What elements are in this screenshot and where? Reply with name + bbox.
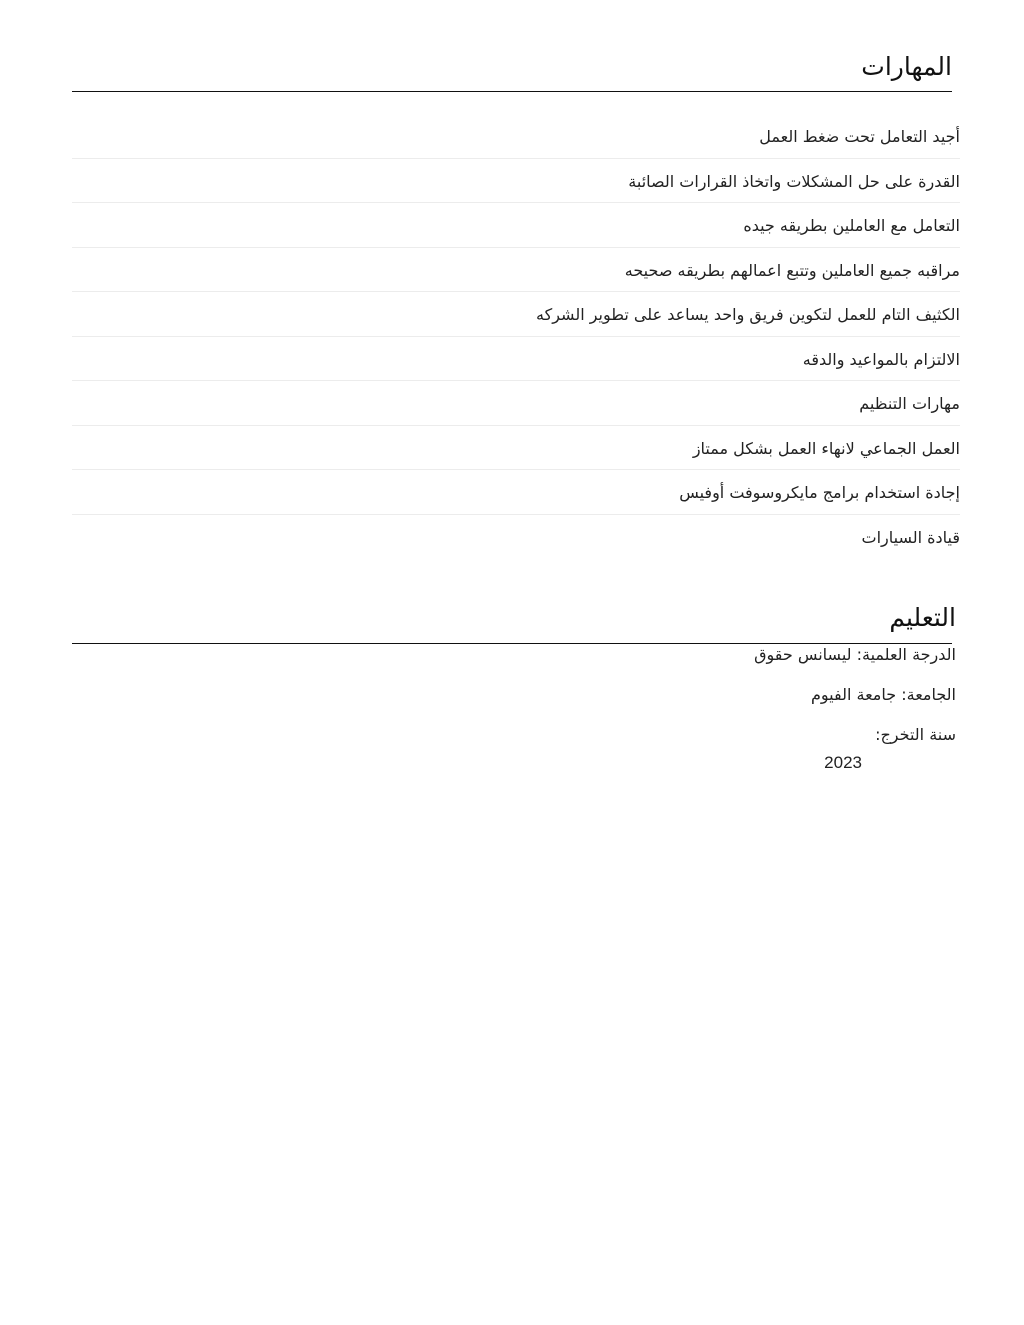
skill-item: مراقبه جميع العاملين وتتبع اعمالهم بطريقه صحيحه xyxy=(72,248,960,293)
education-graduation-label: سنة التخرج: xyxy=(875,725,956,744)
skill-item: القدرة على حل المشكلات واتخاذ القرارات الصائبة xyxy=(72,159,960,204)
skill-item: الالتزام بالمواعيد والدقه xyxy=(72,337,960,382)
education-degree: الدرجة العلمية: ليسانس حقوق xyxy=(754,645,956,664)
skills-section-title: المهارات xyxy=(861,52,952,81)
skills-list xyxy=(72,114,960,559)
skill-item: الكثيف التام للعمل لتكوين فريق واحد يساعد على تطوير الشركه xyxy=(72,292,960,337)
skill-item: قيادة السيارات xyxy=(861,527,960,547)
education-university: الجامعة: جامعة الفيوم xyxy=(811,685,956,704)
education-section-title: التعليم xyxy=(889,603,956,632)
skill-item: إجادة استخدام برامج مايكروسوفت أوفيس xyxy=(72,470,960,515)
skill-item: العمل الجماعي لانهاء العمل بشكل ممتاز xyxy=(72,426,960,471)
skill-item: مهارات التنظيم xyxy=(72,381,960,426)
skills-divider xyxy=(72,91,952,92)
skill-item: التعامل مع العاملين بطريقه جيده xyxy=(72,203,960,248)
skill-item: أجيد التعامل تحت ضغط العمل xyxy=(72,114,960,159)
education-graduation-year: 2023 xyxy=(824,753,862,772)
